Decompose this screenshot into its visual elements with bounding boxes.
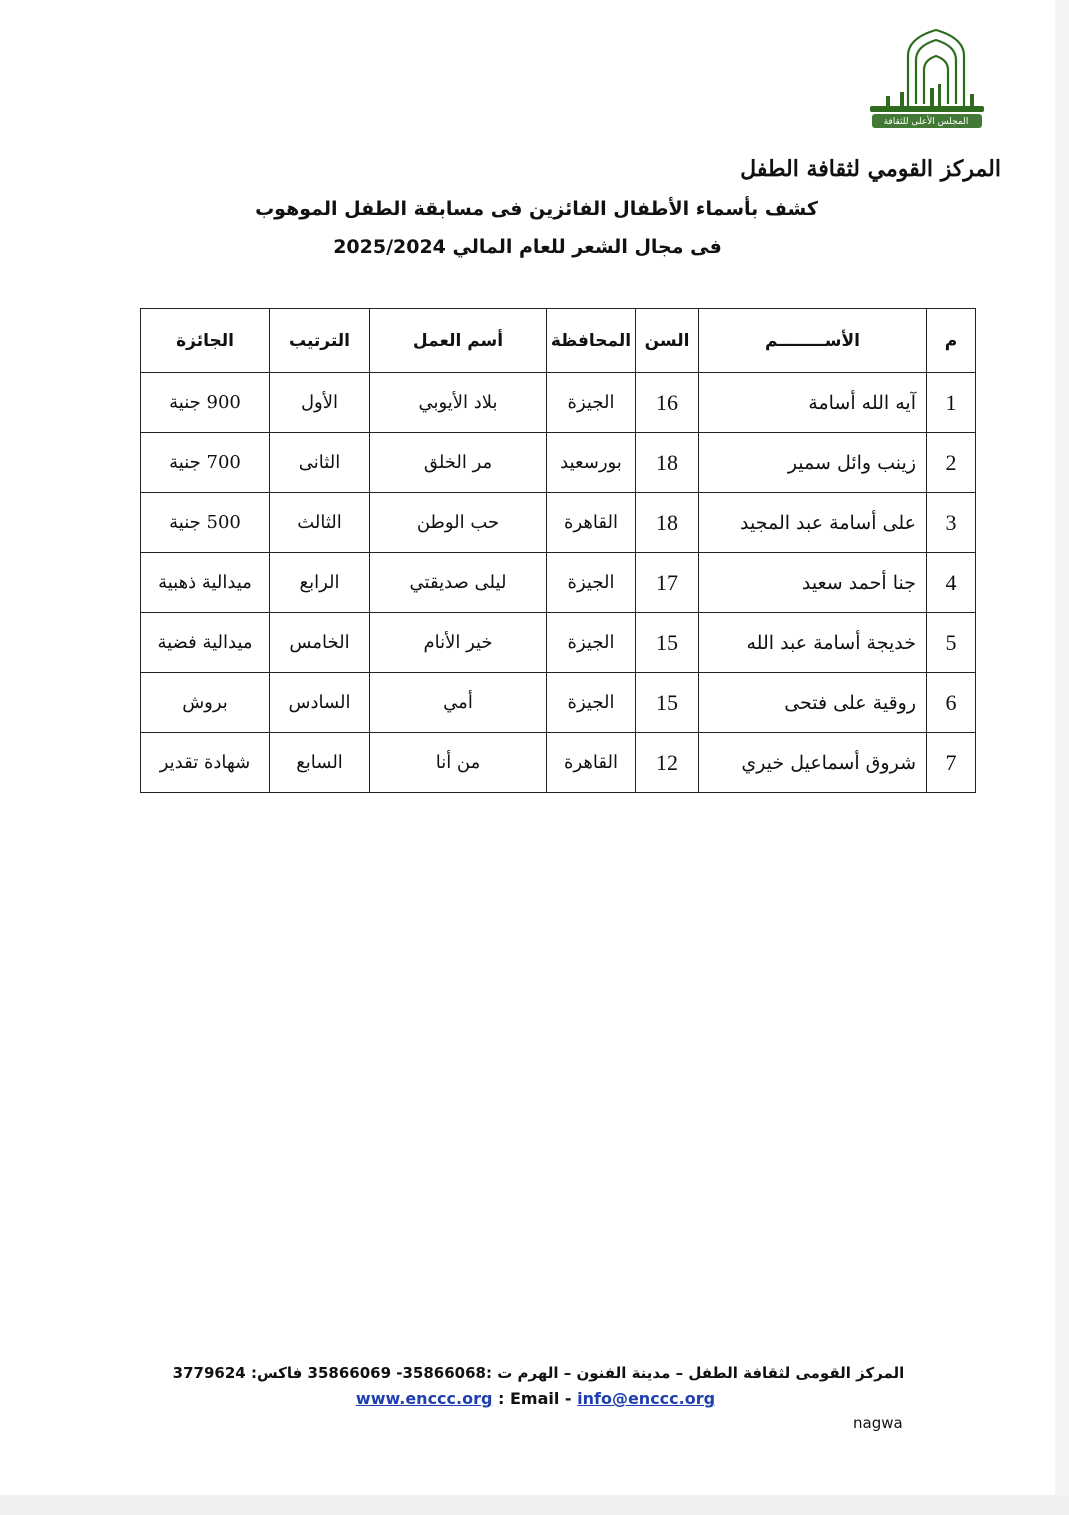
cell-prize: بروش [141,673,270,733]
document-title [0,198,1069,220]
header-rank: الترتيب [270,309,370,373]
page-edge-right [1055,0,1069,1515]
title-line-2: فى مجال الشعر للعام المالي 2025/2024 [333,236,722,258]
signature: nagwa [853,1414,903,1432]
table-row [141,553,976,613]
table-row [141,373,976,433]
table-row [141,733,976,793]
cell-rank: السادس [270,673,370,733]
cell-age: 16 [636,373,699,433]
email-link[interactable]: info@enccc.org [577,1389,716,1408]
header-num: م [927,309,976,373]
cell-work-title: بلاد الأيوبي [370,373,547,433]
cell-age: 12 [636,733,699,793]
footer-address [0,1364,1069,1382]
header-name: الأســــــــم [699,309,927,373]
cell-name: زينب وائل سمير [699,433,927,493]
cell-governorate: القاهرة [547,493,636,553]
footer-links [0,1389,1069,1408]
cell-age: 18 [636,493,699,553]
cell-governorate: القاهرة [547,733,636,793]
cell-rank: السابع [270,733,370,793]
header-work-title: أسم العمل [370,309,547,373]
cell-num: 7 [927,733,976,793]
title-line-1: كشف بأسماء الأطفال الفائزين فى مسابقة الطفل الموهوب [255,198,818,220]
cell-age: 18 [636,433,699,493]
cell-prize: ميدالية فضية [141,613,270,673]
cell-work-title: حب الوطن [370,493,547,553]
website-link[interactable]: www.enccc.org [355,1389,493,1408]
cell-governorate: بورسعيد [547,433,636,493]
logo-text: المجلس الأعلى للثقافة [883,117,969,127]
cell-prize: ميدالية ذهبية [141,553,270,613]
cell-prize: 700 جنية [141,433,270,493]
cell-rank: الرابع [270,553,370,613]
cell-rank: الثالث [270,493,370,553]
cell-work-title: خير الأنام [370,613,547,673]
cell-prize: 500 جنية [141,493,270,553]
cell-name: روقية على فتحى [699,673,927,733]
cell-work-title: ليلى صديقتي [370,553,547,613]
header-age: السن [636,309,699,373]
cell-governorate: الجيزة [547,613,636,673]
cell-num: 3 [927,493,976,553]
cell-rank: الثانى [270,433,370,493]
email-label: : Email - [492,1389,578,1408]
cell-num: 1 [927,373,976,433]
cell-num: 5 [927,613,976,673]
cell-age: 17 [636,553,699,613]
cell-num: 4 [927,553,976,613]
cell-name: جنا أحمد سعيد [699,553,927,613]
cell-work-title: مر الخلق [370,433,547,493]
table-row [141,433,976,493]
document-subtitle [0,236,1069,258]
organization-name: المركز القومي لثقافة الطفل [740,156,1001,182]
cell-num: 2 [927,433,976,493]
footer-address-text: المركز القومى لثقافة الطفل – مدينة الفنون – الهرم ت :35866068- 35866069 فاكس: 3779624 [172,1364,905,1382]
cell-age: 15 [636,673,699,733]
cell-rank: الخامس [270,613,370,673]
cell-prize: شهادة تقدير [141,733,270,793]
cell-governorate: الجيزة [547,553,636,613]
table-row [141,493,976,553]
cell-name: خديجة أسامة عبد الله [699,613,927,673]
cell-name: آيه الله أسامة [699,373,927,433]
header-prize: الجائزة [141,309,270,373]
cell-governorate: الجيزة [547,373,636,433]
table-header-row [141,309,976,373]
table-row [141,673,976,733]
cell-name: شروق أسماعيل خيري [699,733,927,793]
council-logo [866,26,986,136]
cell-prize: 900 جنية [141,373,270,433]
cell-governorate: الجيزة [547,673,636,733]
winners-table [140,308,976,793]
table-row [141,613,976,673]
cell-rank: الأول [270,373,370,433]
cell-age: 15 [636,613,699,673]
cell-num: 6 [927,673,976,733]
header-governorate: المحافظة [547,309,636,373]
cell-work-title: أمي [370,673,547,733]
page-edge-bottom [0,1495,1069,1515]
cell-work-title: من أنا [370,733,547,793]
cell-name: على أسامة عبد المجيد [699,493,927,553]
